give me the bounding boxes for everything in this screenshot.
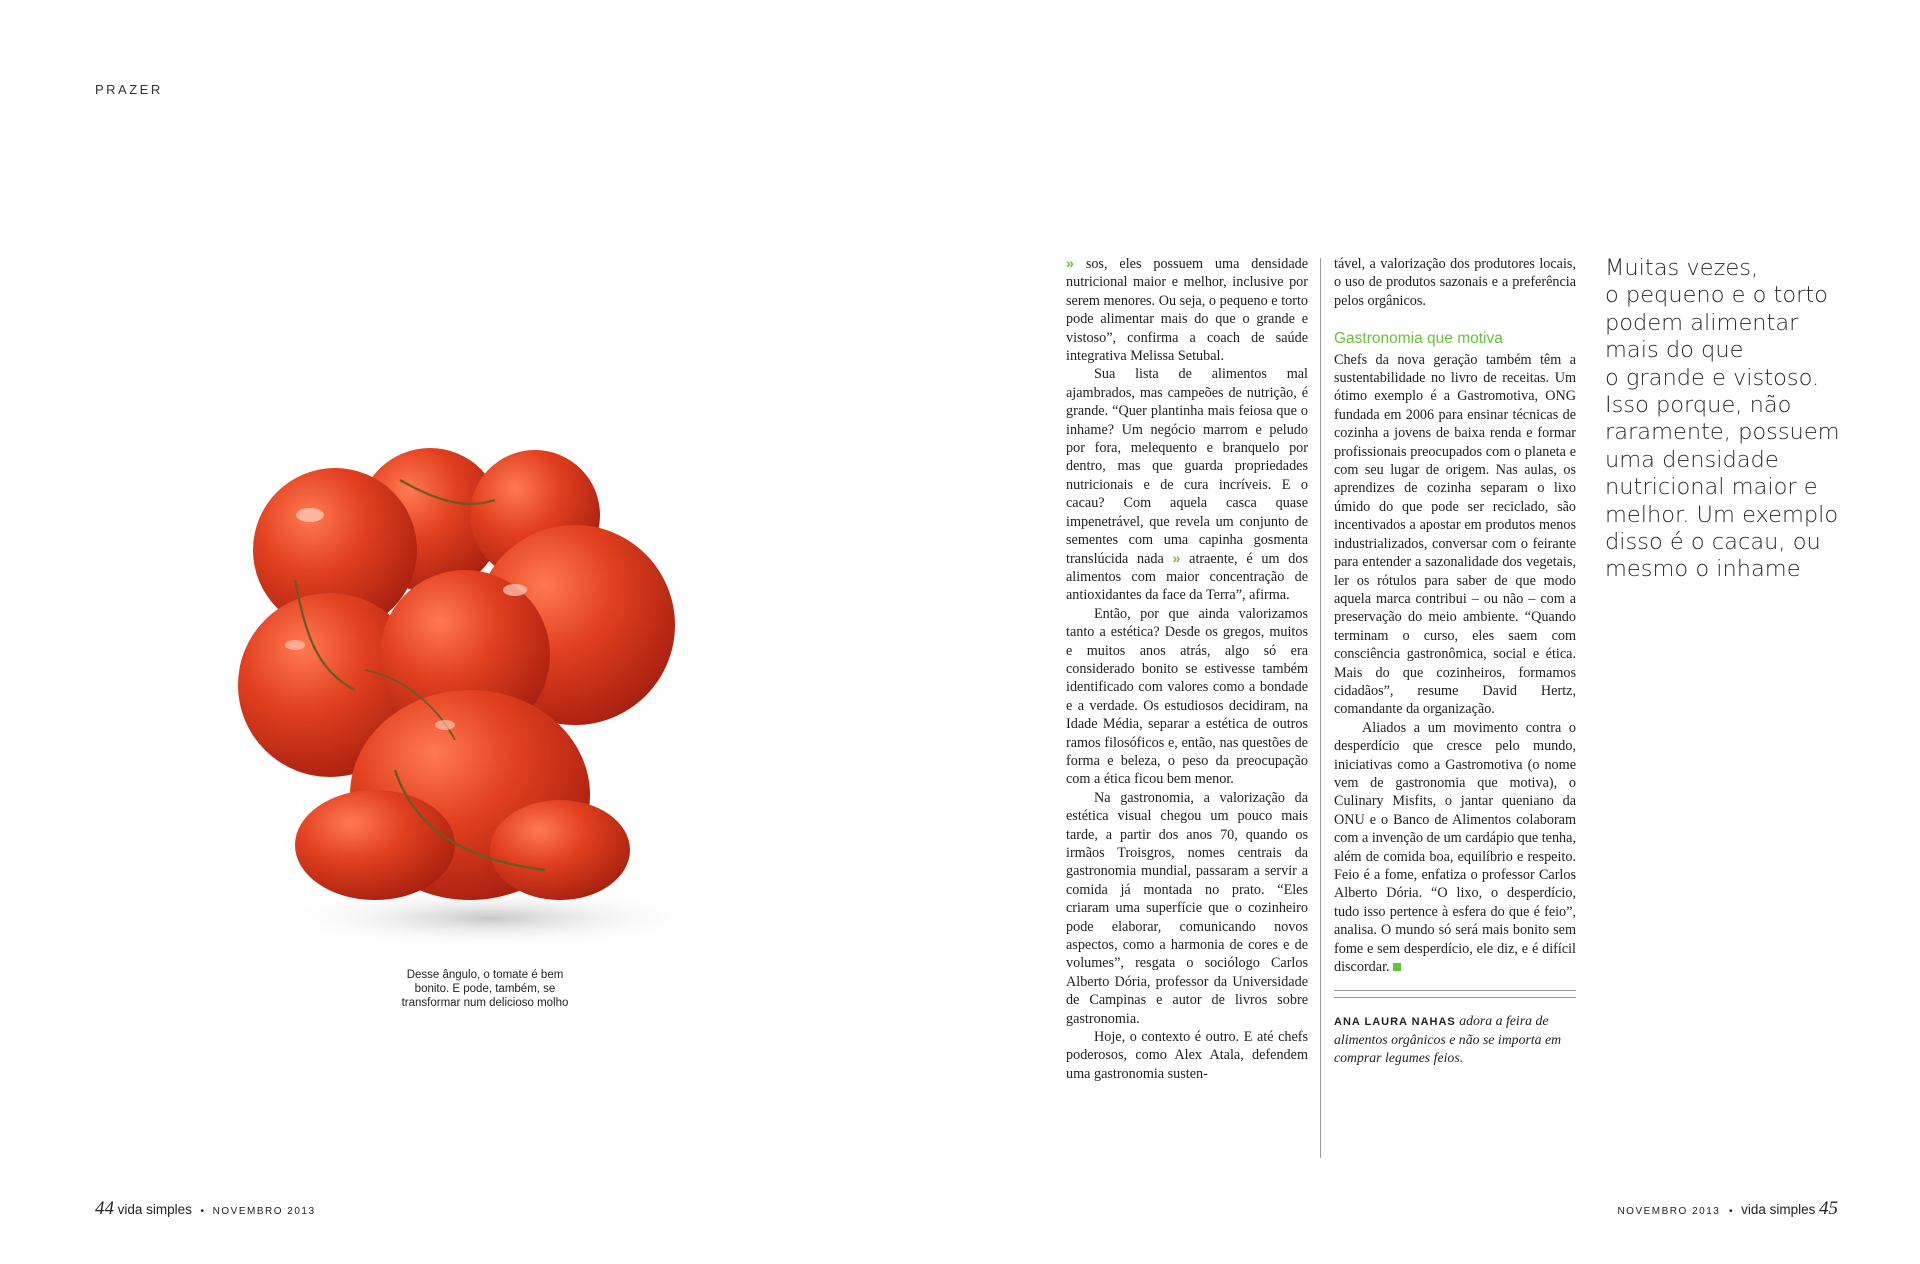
paragraph xyxy=(1334,719,1576,977)
pull-quote-line: nutricional maior e xyxy=(1605,474,1818,501)
end-of-article-icon xyxy=(1393,963,1401,971)
paragraph-text: sos, eles possuem uma densidade nutricional maior e melhor, inclusive por serem menores. Ou seja, o pequeno e torto pode alimentar mais do que o grande e vistoso”, confirma a coach de saúde integrativa Melissa Setubal. xyxy=(1066,256,1309,365)
paragraph-text: Aliados a um movimento contra o desperdício que cresce pelo mundo, iniciativas como a Gastromotiva (o nome vem de gastronomia que motiva), o Culinary Misfits, o jantar queniano da ONU e o Banco de Alimentos colaboram com a invenção de um cardápio que tenha, além de comida boa, equilíbrio e respeito. Feio é a fome, enfatiza o professor Carlos Alberto Dória. “O lixo, o desperdício, tudo isso pertence à esfera do que é feio”, analisa. O mundo só será mais bonito sem fome e sem desperdício, ele diz, e é difícil discordar. xyxy=(1334,719,1576,976)
pull-quote-line: Muitas vezes, xyxy=(1605,255,1759,281)
pull-quote-line: uma densidade xyxy=(1605,446,1779,473)
continuation-mark: » xyxy=(1066,256,1074,272)
photo-caption: Desse ângulo, o tomate é bem bonito. E pode, também, se transformar num delicioso molho xyxy=(401,969,569,1009)
paragraph-text: atraente, é um dos alimentos com maior concentração de antioxidantes da face da Terra”, afirma. xyxy=(1066,550,1308,604)
paragraph xyxy=(1066,255,1308,365)
column-divider xyxy=(1320,258,1321,1158)
tomato-photo xyxy=(215,440,745,960)
continuation-mark: » xyxy=(1172,550,1181,567)
section-label: PRAZER xyxy=(95,82,163,97)
pull-quote-line: mesmo o inhame xyxy=(1605,556,1801,583)
magazine-name: vida simples xyxy=(1741,1202,1816,1217)
pull-quote-line: Isso porque, não xyxy=(1605,392,1792,419)
paragraph: Chefs da nova geração também têm a sustentabilidade no livro de receitas. Um ótimo exemplo é a Gastromotiva, ONG fundada em 2006 para ensinar técnicas de cozinha a jovens de baixa renda e formar profissionais preocupados com o planeta e com seu lugar de origem. Nas aulas, os aprendizes de cozinha separam o lixo úmido do que pode ser reciclado, são incentivados a apostar em produtos menos industrializados, conversar com o feirante para entender a sazonalidade dos vegetais, ler os rótulos para saber de que modo aquela marca contribui – ou não – com a preservação do meio ambiente. “Quando terminam o curso, eles saem com consciência gastronômica, social e ética. Mais do que cozinheiros, formamos cidadãos”, resume David Hertz, comandante da organização. xyxy=(1334,351,1576,718)
tomato xyxy=(238,448,675,900)
article-column-1 xyxy=(1066,255,1308,1083)
footer-separator: • xyxy=(1728,1206,1733,1217)
issue-date: NOVEMBRO 2013 xyxy=(1617,1206,1721,1217)
author-name: ANA LAURA NAHAS xyxy=(1334,1016,1456,1029)
paragraph: Hoje, o contexto é outro. E até chefs poderosos, como Alex Atala, defendem uma gastronomia susten- xyxy=(1066,1029,1308,1082)
footer-right xyxy=(1617,1198,1838,1220)
footer-separator: • xyxy=(200,1206,205,1217)
paragraph: Na gastronomia, a valorização da estética visual chegou um pouco mais tarde, a partir dos anos 70, quando os irmãos Troisgros, nomes centrais da gastronomia mundial, passaram a servir a comida já montada no prato. “Eles criaram uma superfície que o cozinheiro pode elaborar, comunicando novos aspectos, como a harmonia de cores e de volumes”, resgata o sociólogo Carlos Alberto Dória, professor da Universidade de Campinas e autor de livros sobre gastronomia. xyxy=(1066,789,1308,1027)
bio-divider xyxy=(1334,990,1576,998)
pull-quote-line: disso é o cacau, ou xyxy=(1605,529,1821,556)
footer-left xyxy=(95,1198,316,1220)
pull-quote-line: mais do que xyxy=(1605,337,1744,364)
paragraph-text: Sua lista de alimentos mal ajambrados, mas campeões de nutrição, é grande. “Quer plantinha mais feiosa que o inhame? Um negócio marrom e peludo por fora, melequento e branquelo por dentro, mas que guarda propriedades nutricionais e de cura incríveis. E o cacau? Com aquela casca quase impenetrável, que revela um conjunto de sementes com uma capinha gosmenta translúcida nada xyxy=(1066,366,1308,567)
pull-quote-line: o pequeno e o torto xyxy=(1605,282,1828,309)
pull-quote-line: o grande e vistoso. xyxy=(1605,364,1820,391)
paragraph: tável, a valorização dos produtores locais, o uso de produtos sazonais e a preferência pelos orgânicos. xyxy=(1334,256,1576,309)
page-number: 45 xyxy=(1819,1198,1838,1219)
pull-quote-line: melhor. Um exemplo xyxy=(1605,501,1839,528)
magazine-name: vida simples xyxy=(117,1202,192,1217)
paragraph xyxy=(1066,365,1308,604)
pull-quote xyxy=(1605,255,1845,584)
article-column-2 xyxy=(1334,255,1576,1067)
page-number: 44 xyxy=(95,1198,114,1219)
pull-quote-line: raramente, possuem xyxy=(1605,419,1840,446)
author-description: adora a feira de alimentos orgânicos e não se importa em comprar legumes feios. xyxy=(1334,1013,1562,1066)
pull-quote-line: podem alimentar xyxy=(1605,309,1799,336)
subheading: Gastronomia que motiva xyxy=(1334,330,1503,348)
issue-date: NOVEMBRO 2013 xyxy=(212,1206,316,1217)
paragraph: Então, por que ainda valorizamos tanto a estética? Desde os gregos, muitos e muitos anos atrás, algo só era considerado bonito se estivesse também identificado com valores como a bondade e a verdade. Os estudiosos decidiram, na Idade Média, separar a estética de outros ramos filosóficos e, então, nas questões de forma e beleza, o peso da preocupação com a ética ficou bem menor. xyxy=(1066,605,1308,788)
author-bio xyxy=(1334,1012,1576,1067)
